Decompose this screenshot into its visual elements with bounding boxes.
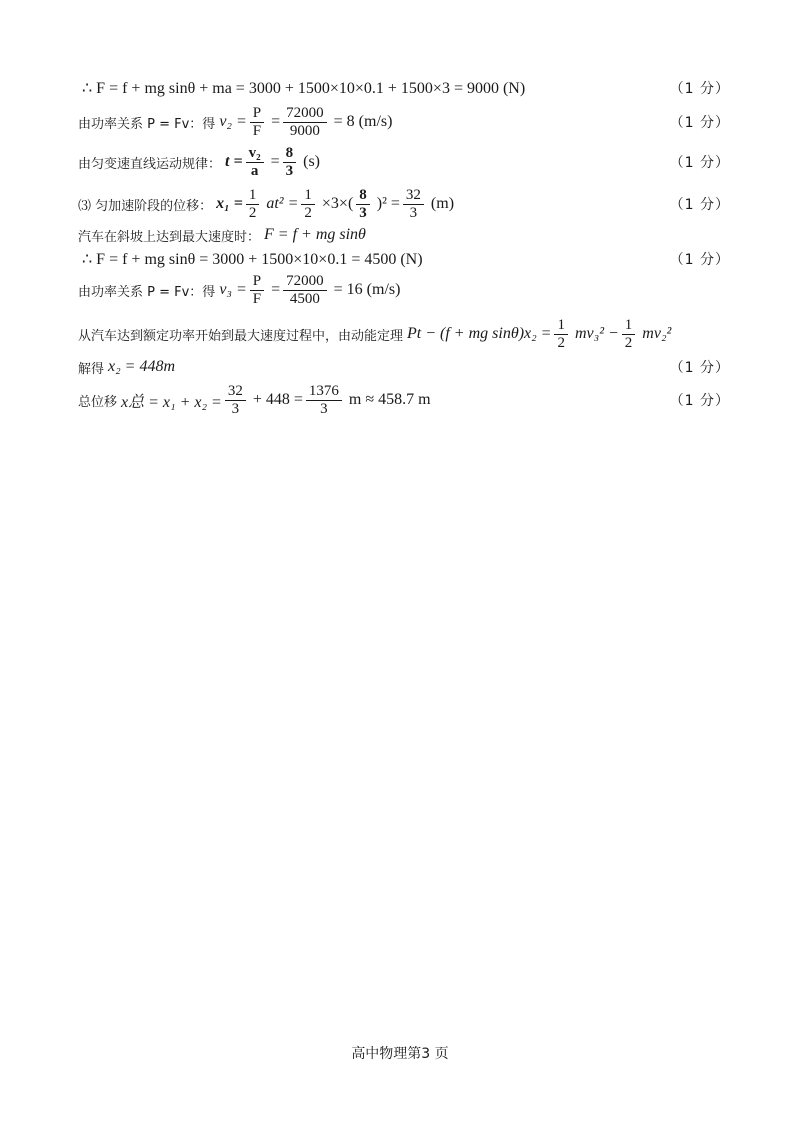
line-text: 总位移 <box>78 394 118 410</box>
fraction: $\frac{1}{2}$ <box>246 187 260 222</box>
fraction: $\frac{72000}{4500}$ <box>283 273 327 308</box>
solution-line-8: 从汽车达到额定功率开始到最大速度过程中，由动能定理 Pt − (f + mg sinθ)x₂ = $\frac{1}{2}$ mv₃² − $\frac{1}{2}$ mv₂² <box>78 316 672 351</box>
score-label: （1 分） <box>669 197 730 213</box>
solution-line-10: 总位移 x总 = x₁ + x₂ = $\frac{32}{3}$ + 448 = $\frac{1376}{3}$ m ≈ 458.7 m （1 分） <box>78 382 730 417</box>
equation-suffix: = 16 (m/s) <box>333 281 401 298</box>
fraction: $\frac{8}{3}$ <box>356 187 370 222</box>
equation-suffix: (m) <box>430 195 455 212</box>
line-text: 由功率关系 P = Fv：得 <box>78 116 216 132</box>
equation-suffix: (s) <box>303 153 320 170</box>
solution-line-1 <box>78 73 730 103</box>
equation-prefix: v₃ = <box>219 281 247 298</box>
equation-suffix: m ≈ 458.7 m <box>348 391 431 408</box>
equation-suffix: = 8 (m/s) <box>333 113 393 130</box>
equation-prefix: x₁ = <box>216 195 243 212</box>
equation-prefix: Pt − (f + mg sinθ)x₂ = <box>407 325 552 342</box>
fraction: $\frac{1}{2}$ <box>622 317 636 352</box>
score-label: （1 分） <box>669 81 730 97</box>
line-text: 由功率关系 P = Fv：得 <box>78 284 216 300</box>
fraction: $\frac{72000}{9000}$ <box>283 105 327 140</box>
line-text: 从汽车达到额定功率开始到最大速度过程中，由动能定理 <box>78 328 404 344</box>
score-label: （1 分） <box>669 155 730 171</box>
fraction: $\frac{1376}{3}$ <box>306 383 342 418</box>
fraction: $\frac{\text{v₂}}{a}$ <box>246 145 264 180</box>
fraction: $\frac{P}{F}$ <box>250 273 264 308</box>
line-text: 汽车在斜坡上达到最大速度时： <box>78 229 261 245</box>
equation-prefix: t = <box>225 153 243 170</box>
fraction: $\frac{32}{3}$ <box>403 187 424 222</box>
fraction: $\frac{P}{F}$ <box>250 105 264 140</box>
equation: x₂ = 448m <box>108 358 176 375</box>
score-label: （1 分） <box>669 252 730 268</box>
line-text: ⑶ 匀加速阶段的位移： <box>78 198 213 214</box>
fraction: $\frac{8}{3}$ <box>283 145 297 180</box>
solution-line-4: ⑶ 匀加速阶段的位移： x₁ = $\frac{1}{2}$ at² = $\frac{1}{2}$ ×3×( $\frac{8}{3}$ )² = $\frac{32}{3}$ (m) （1 分） <box>78 186 730 221</box>
solution-line-6 <box>78 244 730 274</box>
equation: ∴ F = f + mg sinθ = 3000 + 1500×10×0.1 = 4500 (N) <box>82 251 423 268</box>
solution-line-9 <box>78 352 730 382</box>
fraction: $\frac{32}{3}$ <box>225 383 246 418</box>
fraction: $\frac{1}{2}$ <box>301 187 315 222</box>
solution-line-3: 由匀变速直线运动规律： t = $\frac{\text{v₂}}{a}$ = $\frac{8}{3}$ (s) （1 分） <box>78 144 730 179</box>
equation: F = f + mg sinθ <box>264 226 366 243</box>
line-text: 由匀变速直线运动规律： <box>78 156 222 172</box>
fraction: $\frac{1}{2}$ <box>554 317 568 352</box>
line-text: 解得 <box>78 361 105 377</box>
page-footer: 高中物理第3 页 <box>351 1046 449 1062</box>
equation-suffix: mv₂² <box>642 325 672 342</box>
score-label: （1 分） <box>669 115 730 131</box>
equation-prefix: x总 = x₁ + x₂ = <box>121 393 222 411</box>
score-label: （1 分） <box>669 360 730 376</box>
solution-line-7: 由功率关系 P = Fv：得 v₃ = $\frac{P}{F}$ = $\frac{72000}{4500}$ = 16 (m/s) <box>78 272 401 307</box>
equation-prefix: v₂ = <box>219 113 247 130</box>
score-label: （1 分） <box>669 393 730 409</box>
solution-line-2: 由功率关系 P = Fv：得 v₂ = $\frac{P}{F}$ = $\frac{72000}{9000}$ = 8 (m/s) （1 分） <box>78 104 730 139</box>
equation: ∴ F = f + mg sinθ + ma = 3000 + 1500×10×0.1 + 1500×3 = 9000 (N) <box>82 80 526 97</box>
